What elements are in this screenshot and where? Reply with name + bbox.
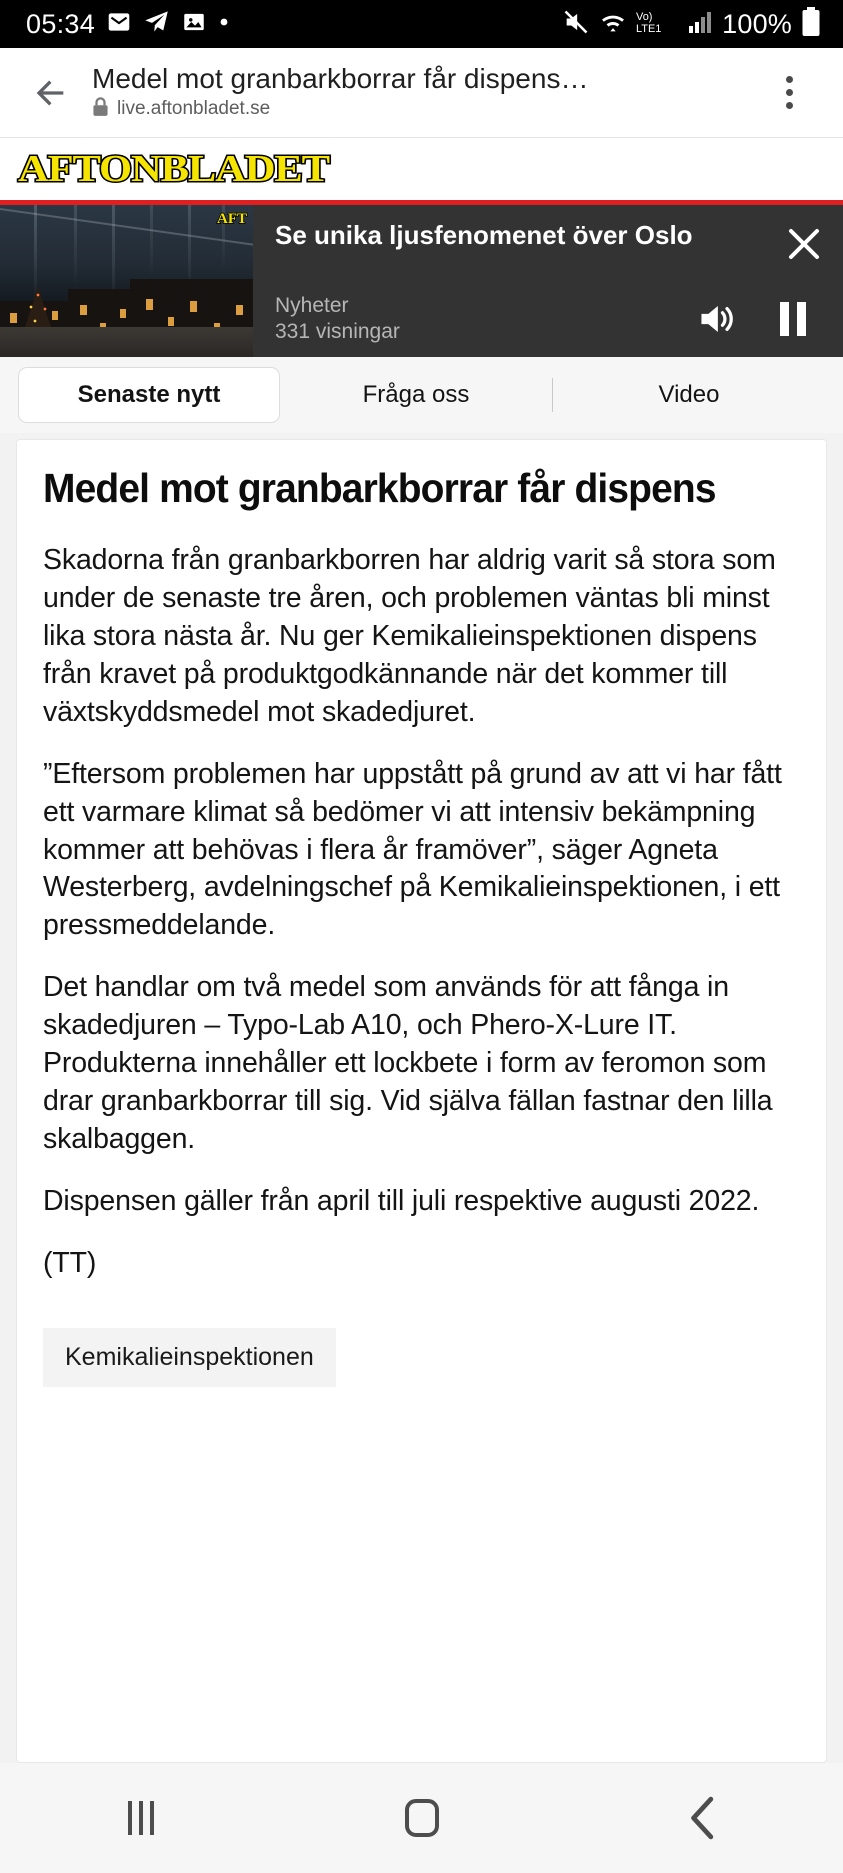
url-row bbox=[92, 97, 763, 122]
article-paragraph: Det handlar om två medel som används för att fånga in skadedjuren – Typo-Lab A10, och Phero-X-Lure IT. Produkterna innehåller ett lockbete i form av feromon som drar granbarkborrar till sig. Vid själva fällan fastnar den lilla skalbaggen. bbox=[43, 971, 773, 1155]
close-video-button[interactable] bbox=[773, 221, 835, 267]
video-info bbox=[253, 205, 843, 357]
video-title-row bbox=[275, 221, 843, 267]
chevron-left-icon bbox=[686, 1796, 720, 1840]
page-title: Medel mot granbarkborrar får dispens… bbox=[92, 63, 589, 95]
article-paragraph: Skadorna från granbarkborren har aldrig varit så stora som under de senaste tre åren, och problemen väntas bli minst lika stora nästa år. Nu ger Kemikalieinspektionen dispens från kravet på produktgodkännande när det kommer till växtskyddsmedel mot skadedjuret. bbox=[43, 544, 776, 728]
volume-icon bbox=[696, 300, 738, 338]
dot-icon bbox=[218, 15, 230, 33]
svg-text:LTE1: LTE1 bbox=[636, 22, 662, 35]
menu-dot bbox=[786, 102, 793, 109]
email-icon bbox=[106, 9, 132, 40]
volte-icon bbox=[636, 8, 678, 41]
aftonbladet-watermark: AFT bbox=[217, 211, 247, 227]
home-icon bbox=[405, 1799, 439, 1837]
aftonbladet-logo[interactable]: AFTONBLADET bbox=[18, 148, 329, 190]
pause-button[interactable] bbox=[769, 295, 817, 343]
wifi-icon bbox=[599, 8, 627, 41]
status-bar-right bbox=[562, 7, 821, 42]
system-back-button[interactable] bbox=[562, 1763, 843, 1873]
section-tabs bbox=[0, 357, 843, 433]
video-meta-row bbox=[275, 293, 843, 346]
volume-button[interactable] bbox=[693, 295, 741, 343]
article-byline: (TT) bbox=[43, 1246, 97, 1279]
article-card bbox=[16, 439, 827, 1763]
status-bar-left bbox=[26, 8, 230, 40]
menu-dot bbox=[786, 76, 793, 83]
tab-video[interactable] bbox=[553, 367, 825, 423]
browser-toolbar bbox=[0, 48, 843, 138]
url-text: live.aftonbladet.se bbox=[117, 98, 271, 120]
article-paragraph: Dispensen gäller från april till juli respektive augusti 2022. bbox=[43, 1184, 760, 1217]
article-tag[interactable]: Kemikalieinspektionen bbox=[43, 1328, 336, 1387]
pause-icon bbox=[780, 302, 806, 336]
snow-ground bbox=[0, 327, 253, 357]
article-paragraph: ”Eftersom problemen har uppstått på grund av att vi har fått ett varmare klimat så bedömer vi att intensiv bekämpning kommer att behövas i flera år framöver”, säger Agneta Westerberg, avdelningschef på Kemikalieinspektionen, i ett pressmeddelande. bbox=[43, 757, 782, 942]
site-header bbox=[0, 138, 843, 200]
video-player-banner[interactable] bbox=[0, 205, 843, 357]
power-line bbox=[0, 207, 253, 249]
gallery-icon bbox=[181, 9, 207, 40]
video-thumbnail[interactable] bbox=[0, 205, 253, 357]
tab-senaste-nytt[interactable] bbox=[18, 367, 280, 423]
web-page bbox=[0, 138, 843, 1763]
telegram-icon bbox=[143, 8, 170, 40]
recent-apps-icon bbox=[128, 1801, 154, 1835]
tab-fraga-oss[interactable] bbox=[280, 367, 552, 423]
video-meta bbox=[275, 293, 693, 346]
close-icon bbox=[784, 224, 824, 264]
status-clock: 05:34 bbox=[26, 8, 96, 39]
battery-icon bbox=[801, 7, 821, 42]
status-bar bbox=[0, 0, 843, 48]
video-controls bbox=[693, 295, 843, 345]
video-view-count: 331 visningar bbox=[275, 319, 400, 343]
video-category: Nyheter bbox=[275, 293, 349, 317]
signal-icon bbox=[687, 9, 713, 40]
article-headline: Medel mot granbarkborrar får dispens bbox=[43, 465, 716, 511]
battery-percent: 100% bbox=[722, 8, 792, 39]
tab-label: Senaste nytt bbox=[77, 381, 221, 408]
arrow-left-icon bbox=[30, 73, 70, 113]
content-area bbox=[0, 433, 843, 1763]
browser-back-button[interactable] bbox=[22, 65, 78, 121]
omnibox[interactable] bbox=[78, 63, 763, 121]
tab-label: Fråga oss bbox=[362, 381, 470, 408]
home-button[interactable] bbox=[281, 1763, 562, 1873]
video-title[interactable]: Se unika ljusfenomenet över Oslo bbox=[275, 220, 693, 250]
browser-menu-button[interactable] bbox=[763, 63, 815, 123]
tab-label: Video bbox=[658, 381, 720, 408]
lock-icon bbox=[92, 97, 109, 122]
mute-icon bbox=[562, 8, 590, 41]
android-nav-bar bbox=[0, 1763, 843, 1873]
menu-dot bbox=[786, 89, 793, 96]
svg-text:Vo): Vo) bbox=[636, 10, 653, 23]
recent-apps-button[interactable] bbox=[0, 1763, 281, 1873]
